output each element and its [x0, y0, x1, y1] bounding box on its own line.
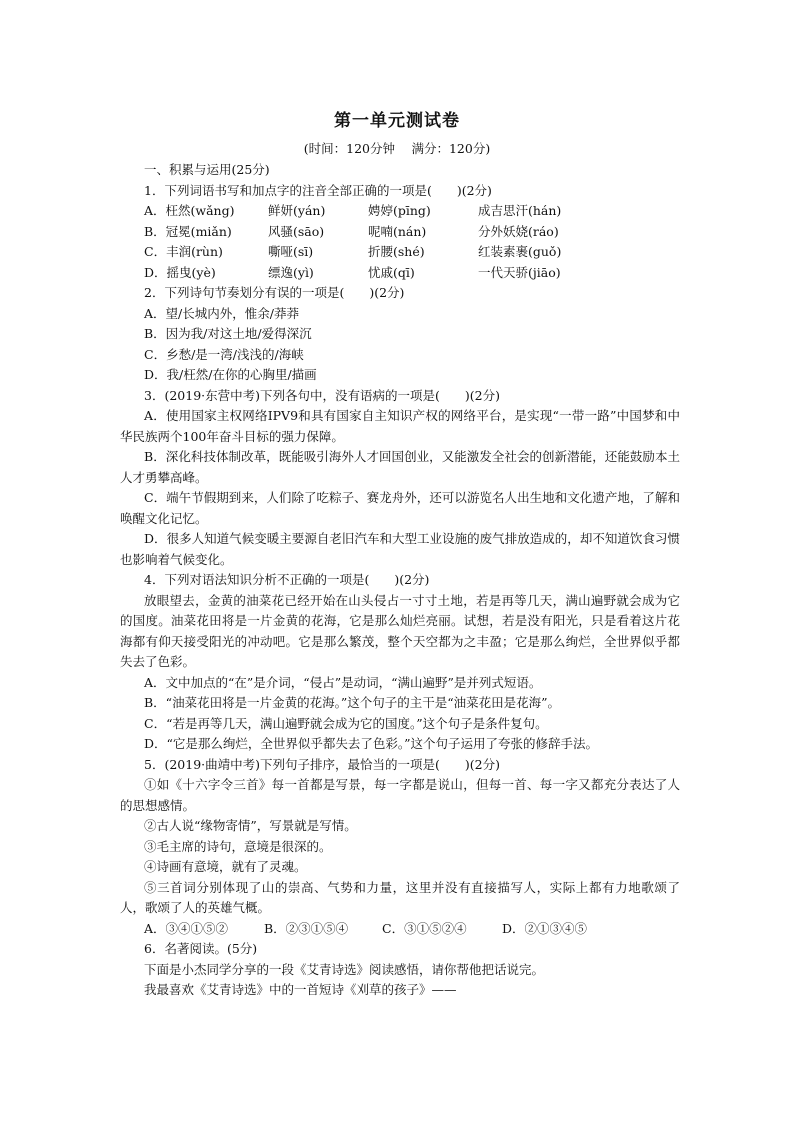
option-word: 成吉思汗(hán): [478, 203, 562, 218]
question-3-option-b: B．深化科技体制改革，既能吸引海外人才回国创业，又能激发全社会的创新潜能，还能鼓励本土人才勇攀高峰。: [120, 449, 680, 485]
option-word: 折腰(shé): [368, 244, 425, 259]
question-5-option-c: C．③①⑤②④: [382, 920, 467, 936]
question-5-sentence-2: ②古人说“缘物寄情”，写景就是写情。: [144, 818, 357, 833]
question-1-option-c: [120, 242, 680, 263]
question-4-passage: 放眼望去，金黄的油菜花已经开始在山头侵占一寸寸土地，若是再等几天，满山遍野就会成为它的国度。油菜花田将是一片金黄的花海，它是那么灿烂亮丽。试想，若是没有阳光，只是看着这片花海都有仰天接受阳光的冲动吧。它是那么繁茂，整个天空都为之丰盈；它是那么绚烂，全世界似乎都失去了色彩。: [120, 592, 680, 669]
question-4-option-d: D．“它是那么绚烂，全世界似乎都失去了色彩。”这个句子运用了夸张的修辞手法。: [144, 736, 599, 751]
question-2-option-c: C．乡愁/是一湾/浅浅的/海峡: [144, 346, 304, 362]
question-3-option-a: A．使用国家主权网络IPV9和具有国家自主知识产权的网络平台，是实现“一带一路”中国梦和中华民族两个100年奋斗目标的强力保障。: [120, 408, 680, 444]
question-1-option-a: [120, 201, 680, 222]
option-word: 红装素裹(guǒ): [478, 244, 562, 259]
option-word: C．丰润(rùn): [144, 244, 223, 259]
question-6-text: 我最喜欢《艾青诗选》中的一首短诗《刈草的孩子》——: [144, 982, 457, 997]
question-5-sentence-1: ①如《十六字令三首》每一首都是写景，每一字都是说山，但每一首、每一字又都充分表达了人的思想感情。: [120, 777, 680, 813]
question-4-option-a: A．文中加点的“在”是介词，“侵占”是动词，“满山遍野”是并列式短语。: [144, 674, 542, 690]
question-1-stem: 1．下列词语书写和加点字的注音全部正确的一项是( )(2分): [144, 182, 492, 198]
question-5-stem: 5．(2019·曲靖中考)下列句子排序，最恰当的一项是( )(2分): [144, 756, 500, 772]
exam-content: [120, 160, 680, 1001]
page-title: 第一单元测试卷: [334, 111, 460, 131]
question-3-option-d: D．很多人知道气候变暖主要源自老旧汽车和大型工业设施的废气排放造成的，却不知道饮食习惯也影响着气候变化。: [120, 531, 680, 567]
option-word: 一代天骄(jiāo): [478, 264, 561, 280]
option-word: 娉婷(pīng): [368, 203, 431, 218]
question-5-sentence-3: ③毛主席的诗句，意境是很深的。: [144, 838, 332, 854]
exam-time-score: (时间：120分钟 满分：120分): [303, 141, 491, 156]
section-heading: 一、积累与运用(25分): [144, 162, 270, 177]
option-word: 忧戚(qī): [368, 264, 415, 280]
question-4-stem: 4．下列对语法知识分析不正确的一项是( )(2分): [144, 572, 430, 587]
question-3-stem: 3．(2019·东营中考)下列各句中，没有语病的一项是( )(2分): [144, 387, 500, 403]
option-word: 鲜妍(yán): [268, 203, 326, 218]
question-2-option-a: A．望/长城内外，惟余/莽莽: [144, 305, 299, 321]
option-word: 缥逸(yì): [268, 264, 314, 280]
question-5-option-a: A．③④①⑤②: [144, 920, 229, 936]
question-3-option-c: C．端午节假期到来，人们除了吃粽子、赛龙舟外，还可以游览名人出生地和文化遗产地，了解和唤醒文化记忆。: [120, 490, 680, 526]
question-5-sentence-4: ④诗画有意境，就有了灵魂。: [144, 859, 307, 874]
option-word: 风骚(sāo): [268, 223, 325, 239]
question-5-option-b: B．②③①⑤④: [264, 920, 349, 936]
option-word: 嘶哑(sī): [268, 244, 314, 259]
question-2-stem: 2．下列诗句节奏划分有误的一项是( )(2分): [144, 285, 405, 300]
question-2-option-b: B．因为我/对这土地/爱得深沉: [144, 326, 312, 341]
question-1-option-d: [120, 263, 680, 284]
option-word: 分外妖娆(ráo): [478, 223, 559, 239]
question-5-sentence-5: ⑤三首词分别体现了山的崇高、气势和力量，这里并没有直接描写人，实际上都有力地歌颂了人，歌颂了人的英雄气概。: [120, 879, 680, 915]
option-word: 呢喃(nán): [368, 223, 427, 239]
question-6-stem: 6．名著阅读。(5分): [144, 941, 258, 956]
question-5-options: [120, 919, 680, 940]
question-4-option-b: B．“油菜花田将是一片金黄的花海。”这个句子的主干是“油菜花田是花海”。: [144, 695, 560, 710]
option-word: B．冠冕(miǎn): [144, 223, 232, 239]
question-2-option-d: D．我/枉然/在你的心胸里/描画: [144, 367, 317, 382]
question-6-intro: 下面是小杰同学分享的一段《艾青诗选》阅读感悟，请你帮他把话说完。: [144, 961, 545, 977]
option-word: A．枉然(wǎng): [144, 203, 235, 218]
question-1-option-b: [120, 222, 680, 243]
option-word: D．摇曳(yè): [144, 264, 216, 280]
question-5-option-d: D．②①③④⑤: [502, 920, 588, 936]
question-4-option-c: C．“若是再等几天，满山遍野就会成为它的国度。”这个句子是条件复句。: [144, 715, 548, 731]
